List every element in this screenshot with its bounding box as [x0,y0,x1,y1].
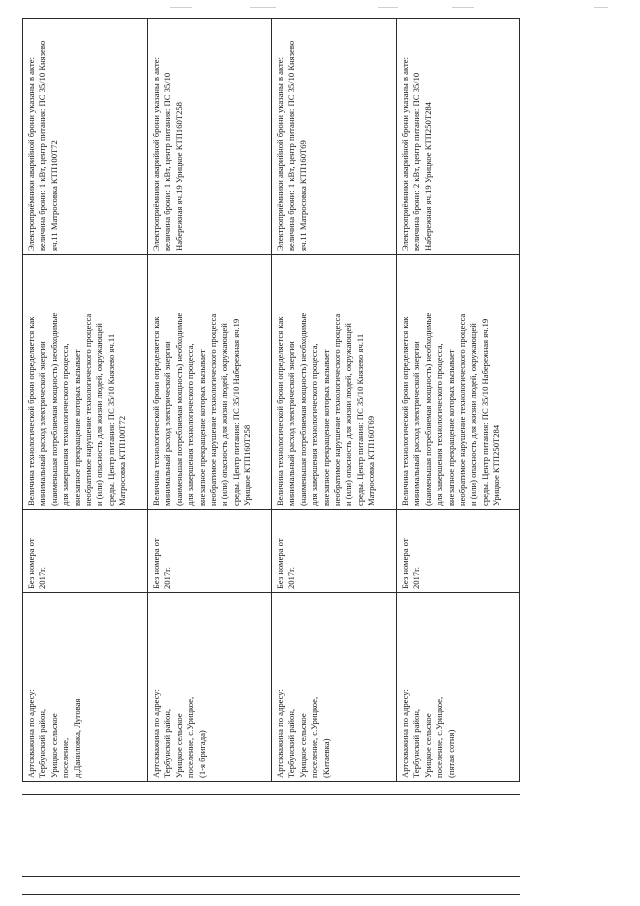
address-text [151,595,208,778]
description-line: Матросовка КТП160Т69 [366,416,377,506]
cell-address [23,592,148,781]
description-line: минимальный расход электрической энергии [410,341,421,506]
address-line: Тербунский район, [161,708,172,778]
description-line: внезапное прекращение которых вызывает [445,349,456,506]
description-line: (наименьшая потребляемая мощность) необходимые [173,312,184,506]
number-text [400,512,423,589]
armor-table [22,18,520,782]
number-line: 2017г. [286,567,297,589]
description-line: Урицкое КТП160Т258 [241,424,252,506]
cell-armor [23,19,148,254]
scan-mark [378,7,398,8]
description-line: необратимое нарушение технологического процесса [332,313,343,506]
address-line: Артскважина по адресу: [150,689,161,778]
number-line: Без номера от [399,538,410,589]
armor-text [151,22,185,251]
description-line: Величина технологической брони определяется как [150,316,161,506]
description-line: минимальный расход электрической энергии [286,341,297,506]
description-line: Величина технологической брони определяется как [275,316,285,506]
description-line: для завершения технологического процесса, [60,343,71,506]
description-line: внезапное прекращение которых вызывает [71,349,82,506]
description-text [151,257,254,506]
cell-armor [397,19,522,254]
armor-line: Электроприёмники аварийной брони указаны в акте: [150,57,161,251]
description-line: для завершения технологического процесса, [184,343,195,506]
address-line: д.Даниловка, Луговая [71,698,82,778]
address-line: поселение, [60,737,71,778]
address-line: Урицкое сельское [173,713,184,778]
description-line: для завершения технологического процесса, [309,343,320,506]
description-line: необратимое нарушение технологического процесса [207,313,218,506]
armor-line: Электроприёмники аварийной брони указаны в акте: [26,57,36,251]
address-line: Урицкое сельское [422,713,433,778]
armor-text [400,22,434,251]
address-text [275,595,332,778]
number-line: Без номера от [150,538,161,589]
cell-armor [148,19,273,254]
scan-mark [452,7,474,8]
address-line: Урицкое сельское [297,713,308,778]
description-line: и (или) опасность для жизни людей, окружающей [94,323,105,506]
address-text [400,595,457,778]
table-row [148,19,273,781]
address-line: Урицкое сельское [48,713,59,778]
horizontal-rule [22,876,520,877]
cell-address [272,592,397,781]
description-line: внезапное прекращение которых вызывает [196,349,207,506]
description-line: Урицкое КТП250Т284 [490,424,501,506]
address-line: Тербунский район, [410,708,421,778]
address-line: Артскважина по адресу: [275,689,285,778]
description-line: минимальный расход электрической энергии [37,341,48,506]
description-line: среды. Центр питания: ПС 35/10 Князево яч.11 [354,333,365,506]
address-line: (пятая сотня) [445,729,456,778]
description-text [26,257,129,506]
description-line: среды. Центр питания: ПС 35/10 Набережная яч.19 [230,318,241,506]
address-line: (1-я бригада) [196,730,207,778]
address-line: поселение, с.Урицкое, [309,696,320,778]
address-line: (Китаевка) [320,738,331,778]
number-text [26,512,49,589]
description-line: минимальный расход электрической энергии [161,341,172,506]
address-line: Артскважина по адресу: [399,689,410,778]
number-text [151,512,174,589]
cell-number [397,509,522,592]
cell-address [148,592,273,781]
cell-number [272,509,397,592]
cell-number [148,509,273,592]
address-line: Артскважина по адресу: [26,689,36,778]
cell-number [23,509,148,592]
armor-text [275,22,309,251]
number-line: 2017г. [410,567,421,589]
description-line: и (или) опасность для жизни людей, окружающей [218,323,229,506]
armor-line: величина брони: 1 кВт, центр питания: ПС 35/10 Князево [37,40,48,251]
description-line: (наименьшая потребляемая мощность) необходимые [297,312,308,506]
scan-mark [170,7,192,8]
armor-line: величина брони: 2 кВт, центр питания: ПС 35/10 [410,72,421,251]
armor-line: Электроприёмники аварийной брони указаны в акте: [399,57,410,251]
description-line: необратимое нарушение технологического процесса [83,313,94,506]
armor-line: величина брони: 1 кВт, центр питания: ПС 35/10 Князево [286,40,297,251]
description-line: среды. Центр питания: ПС 35/10 Набережная яч.19 [479,318,490,506]
number-text [275,512,298,589]
horizontal-rule [22,894,520,895]
description-line: внезапное прекращение которых вызывает [320,349,331,506]
address-text [26,595,83,778]
number-line: Без номера от [275,538,285,589]
cell-description [148,254,273,509]
description-line: и (или) опасность для жизни людей, окружающей [467,323,478,506]
description-line: и (или) опасность для жизни людей, окружающей [343,323,354,506]
armor-line: яч.11 Матросовка КТП100Т72 [48,140,59,251]
address-line: Тербунский район, [286,708,297,778]
description-line: (наименьшая потребляемая мощность) необходимые [48,312,59,506]
scan-mark [250,7,276,8]
description-text [400,257,503,506]
armor-line: Электроприёмники аварийной брони указаны в акте: [275,57,285,251]
description-line: Величина технологической брони определяется как [26,316,36,506]
horizontal-rule [22,794,520,795]
description-line: Величина технологической брони определяется как [399,316,410,506]
scan-mark [594,7,608,8]
armor-line: Набережная яч.19 Урицкое КТП250Т284 [422,102,433,251]
number-line: 2017г. [37,567,48,589]
description-line: для завершения технологического процесса, [433,343,444,506]
description-line: (наименьшая потребляемая мощность) необходимые [422,312,433,506]
cell-address [397,592,522,781]
address-line: Тербунский район, [37,708,48,778]
number-line: Без номера от [26,538,36,589]
armor-text [26,22,60,251]
description-line: среды. Центр питания: ПС 35/10 Князево яч.11 [105,333,116,506]
armor-line: яч.11 Матросовка КТП160Т69 [297,140,308,251]
cell-description [23,254,148,509]
address-line: поселение, с.Урицкое, [184,696,195,778]
table-row [397,19,522,781]
armor-line: величина брони: 1 кВт, центр питания: ПС 35/10 [161,72,172,251]
description-line: Матросовка КТП100Т72 [117,416,128,506]
table-row [23,19,148,781]
cell-armor [272,19,397,254]
cell-description [272,254,397,509]
description-line: необратимое нарушение технологического процесса [456,313,467,506]
number-line: 2017г. [161,567,172,589]
cell-description [397,254,522,509]
description-text [275,257,378,506]
armor-line: Набережная яч.19 Урицкое КТП160Т258 [173,102,184,251]
table-row [272,19,397,781]
address-line: поселение, с.Урицкое, [433,696,444,778]
